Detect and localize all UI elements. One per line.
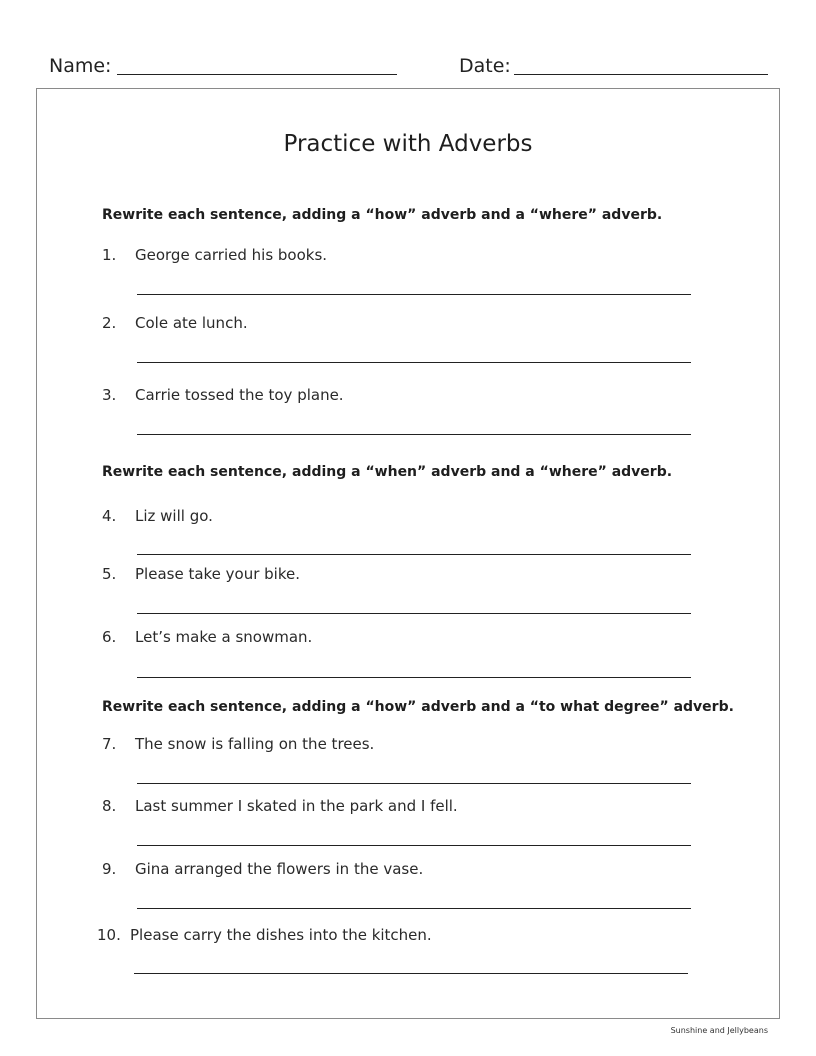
item-9-sentence: Gina arranged the flowers in the vase. — [135, 860, 424, 878]
item-7-answer-line[interactable] — [137, 783, 691, 784]
item-2-sentence: Cole ate lunch. — [135, 314, 248, 332]
item-4-number: 4. — [102, 507, 117, 525]
item-9-answer-line[interactable] — [137, 908, 691, 909]
item-3-number: 3. — [102, 386, 117, 404]
item-4-sentence: Liz will go. — [135, 507, 213, 525]
item-6-answer-line[interactable] — [137, 677, 691, 678]
item-8-sentence: Last summer I skated in the park and I fell. — [135, 797, 458, 815]
item-5-number: 5. — [102, 565, 117, 583]
item-5-answer-line[interactable] — [137, 613, 691, 614]
footer-credit: Sunshine and Jellybeans — [670, 1026, 768, 1035]
item-5-sentence: Please take your bike. — [135, 565, 300, 583]
item-1-answer-line[interactable] — [137, 294, 691, 295]
item-4-answer-line[interactable] — [137, 554, 691, 555]
item-3-sentence: Carrie tossed the toy plane. — [135, 386, 344, 404]
item-6-number: 6. — [102, 628, 117, 646]
item-1-number: 1. — [102, 246, 117, 264]
section-2-instruction: Rewrite each sentence, adding a “when” adverb and a “where” adverb. — [102, 464, 673, 480]
item-7-number: 7. — [102, 735, 117, 753]
name-line[interactable] — [117, 74, 397, 75]
item-10-number: 10. — [97, 926, 121, 944]
section-3-instruction: Rewrite each sentence, adding a “how” adverb and a “to what degree” adverb. — [102, 699, 734, 715]
item-2-answer-line[interactable] — [137, 362, 691, 363]
section-1-instruction: Rewrite each sentence, adding a “how” adverb and a “where” adverb. — [102, 207, 663, 223]
name-label: Name: — [49, 55, 112, 77]
item-10-answer-line[interactable] — [134, 973, 688, 974]
item-2-number: 2. — [102, 314, 117, 332]
item-1-sentence: George carried his books. — [135, 246, 328, 264]
item-7-sentence: The snow is falling on the trees. — [135, 735, 375, 753]
item-8-answer-line[interactable] — [137, 845, 691, 846]
page-title: Practice with Adverbs — [283, 131, 533, 157]
item-9-number: 9. — [102, 860, 117, 878]
item-10-sentence: Please carry the dishes into the kitchen. — [130, 926, 432, 944]
date-line[interactable] — [514, 74, 768, 75]
item-6-sentence: Let’s make a snowman. — [135, 628, 313, 646]
date-label: Date: — [459, 55, 511, 77]
item-3-answer-line[interactable] — [137, 434, 691, 435]
item-8-number: 8. — [102, 797, 117, 815]
